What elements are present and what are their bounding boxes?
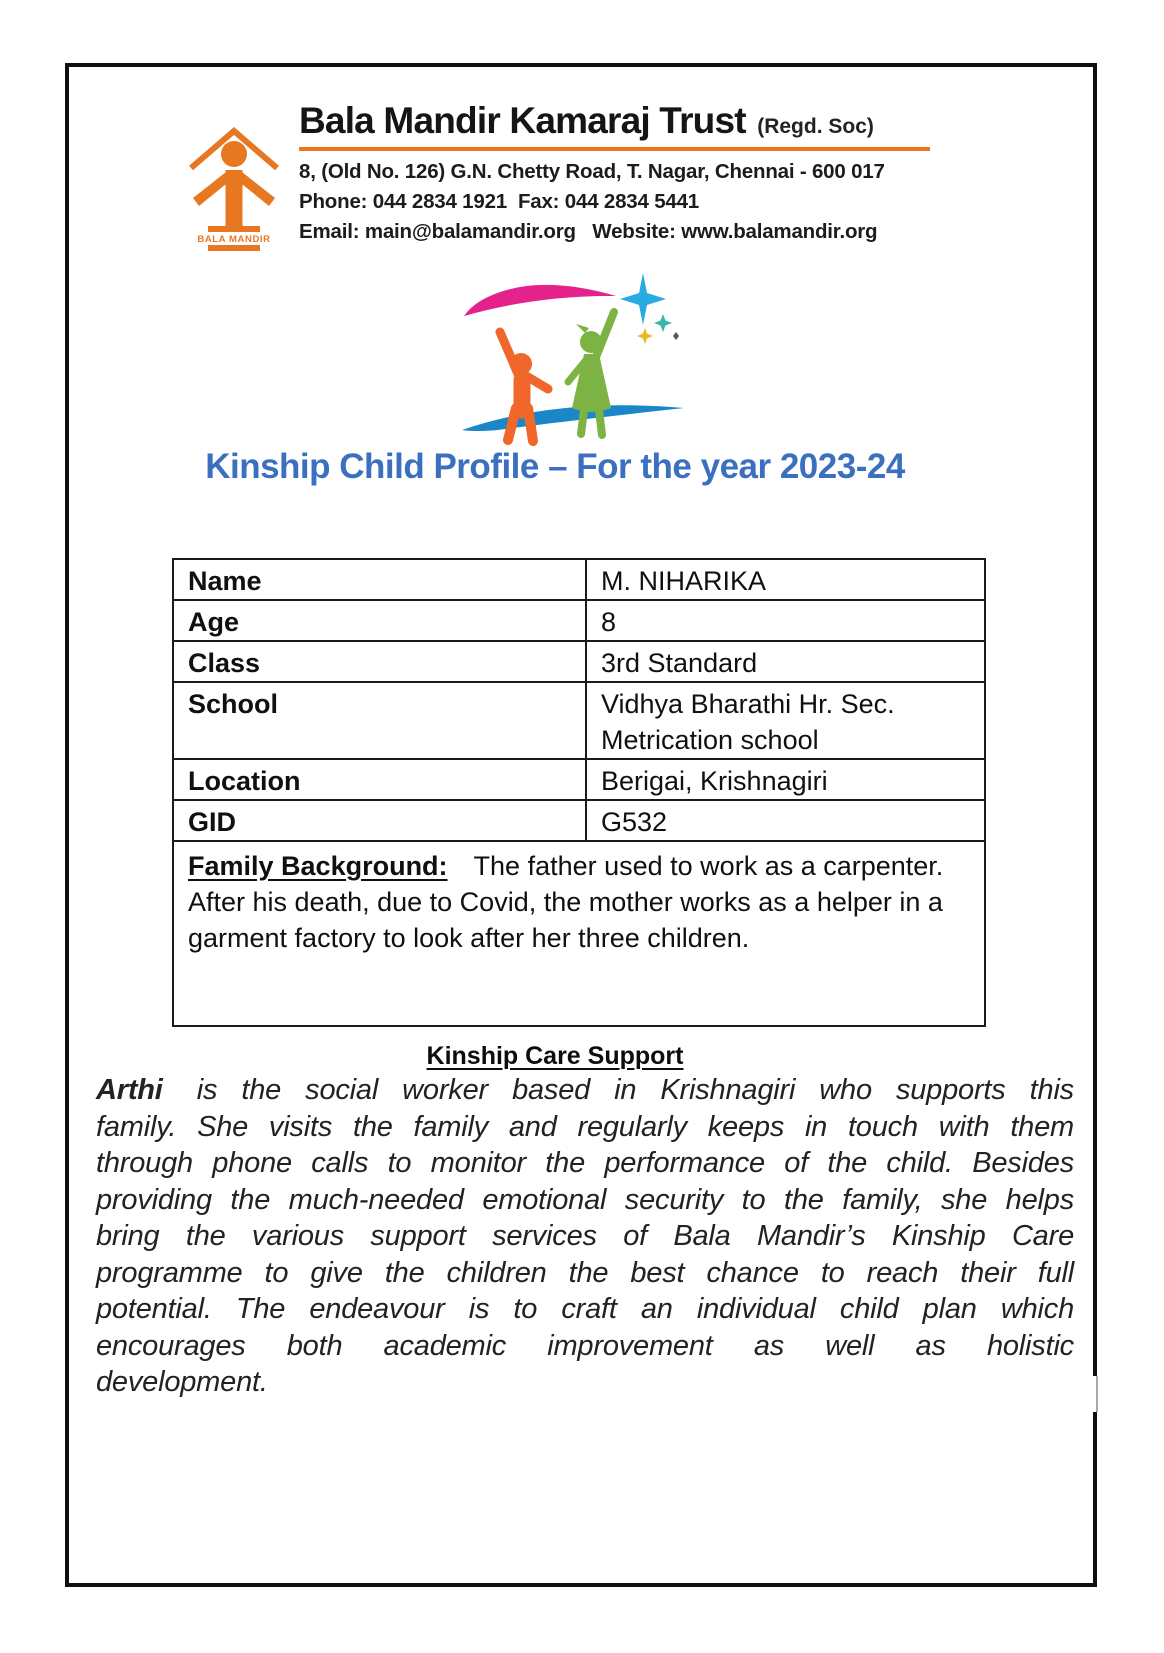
child-profile-table — [172, 558, 986, 1027]
field-value-school — [586, 682, 985, 759]
org-name: Bala Mandir Kamaraj Trust — [299, 100, 746, 141]
scan-artifact-border-gap-line — [1096, 1376, 1098, 1412]
family-background-text: The father used to work as a carpenter. After his death, due to Covid, the mother works as a helper in a garment factory to look after her three children. — [188, 851, 944, 953]
kinship-care-support-heading: Kinship Care Support — [426, 1042, 684, 1070]
field-label-name: Name — [173, 559, 586, 600]
table-row-family-background — [173, 841, 985, 1026]
field-label-class: Class — [173, 641, 586, 682]
family-background-cell — [173, 841, 985, 1026]
support-paragraph-body: is the social worker based in Krishnagiri who supports this family. She visits the family and regularly keeps in touch with them through phone calls to monitor the performance of the child. Besides providing the much-needed emotional security to the family, she helps bring the various support services of Bala Mandir’s Kinship Care programme to give the children the best chance to reach their full potential. The endeavour is to craft an individual child plan which encourages both academic improvement as well as holistic development. — [96, 1074, 1074, 1398]
school-line-2: Metrication school — [601, 725, 819, 755]
field-label-gid: GID — [173, 800, 586, 841]
field-value-age: 8 — [586, 600, 985, 641]
page-title: Kinship Child Profile – For the year 2023-24 — [205, 447, 905, 486]
table-row-location — [173, 759, 985, 800]
family-background-label: Family Background: — [188, 851, 448, 881]
social-worker-name: Arthi — [96, 1074, 163, 1106]
field-label-school: School — [173, 682, 586, 759]
letterhead — [299, 100, 951, 244]
orange-divider — [299, 147, 930, 151]
bala-mandir-logo-icon — [185, 114, 283, 252]
field-value-location: Berigai, Krishnagiri — [586, 759, 985, 800]
org-regd-label: (Regd. Soc) — [757, 115, 874, 138]
school-line-1: Vidhya Bharathi Hr. Sec. — [601, 689, 895, 719]
field-value-class: 3rd Standard — [586, 641, 985, 682]
org-address: 8, (Old No. 126) G.N. Chetty Road, T. Nagar, Chennai - 600 017 — [299, 160, 885, 183]
table-row-name — [173, 559, 985, 600]
table-row-class — [173, 641, 985, 682]
field-label-location: Location — [173, 759, 586, 800]
field-value-name: M. NIHARIKA — [586, 559, 985, 600]
kinship-care-support-paragraph — [96, 1072, 1074, 1401]
field-label-age: Age — [173, 600, 586, 641]
table-row-school — [173, 682, 985, 759]
field-value-gid: G532 — [586, 800, 985, 841]
table-row-gid — [173, 800, 985, 841]
children-stars-logo-icon — [438, 262, 690, 448]
org-phone-fax: Phone: 044 2834 1921 Fax: 044 2834 5441 — [299, 190, 700, 213]
org-email-website: Email: main@balamandir.org Website: www.balamandir.org — [299, 220, 878, 243]
bala-mandir-logo-label: BALA MANDIR — [197, 234, 271, 245]
table-row-age — [173, 600, 985, 641]
